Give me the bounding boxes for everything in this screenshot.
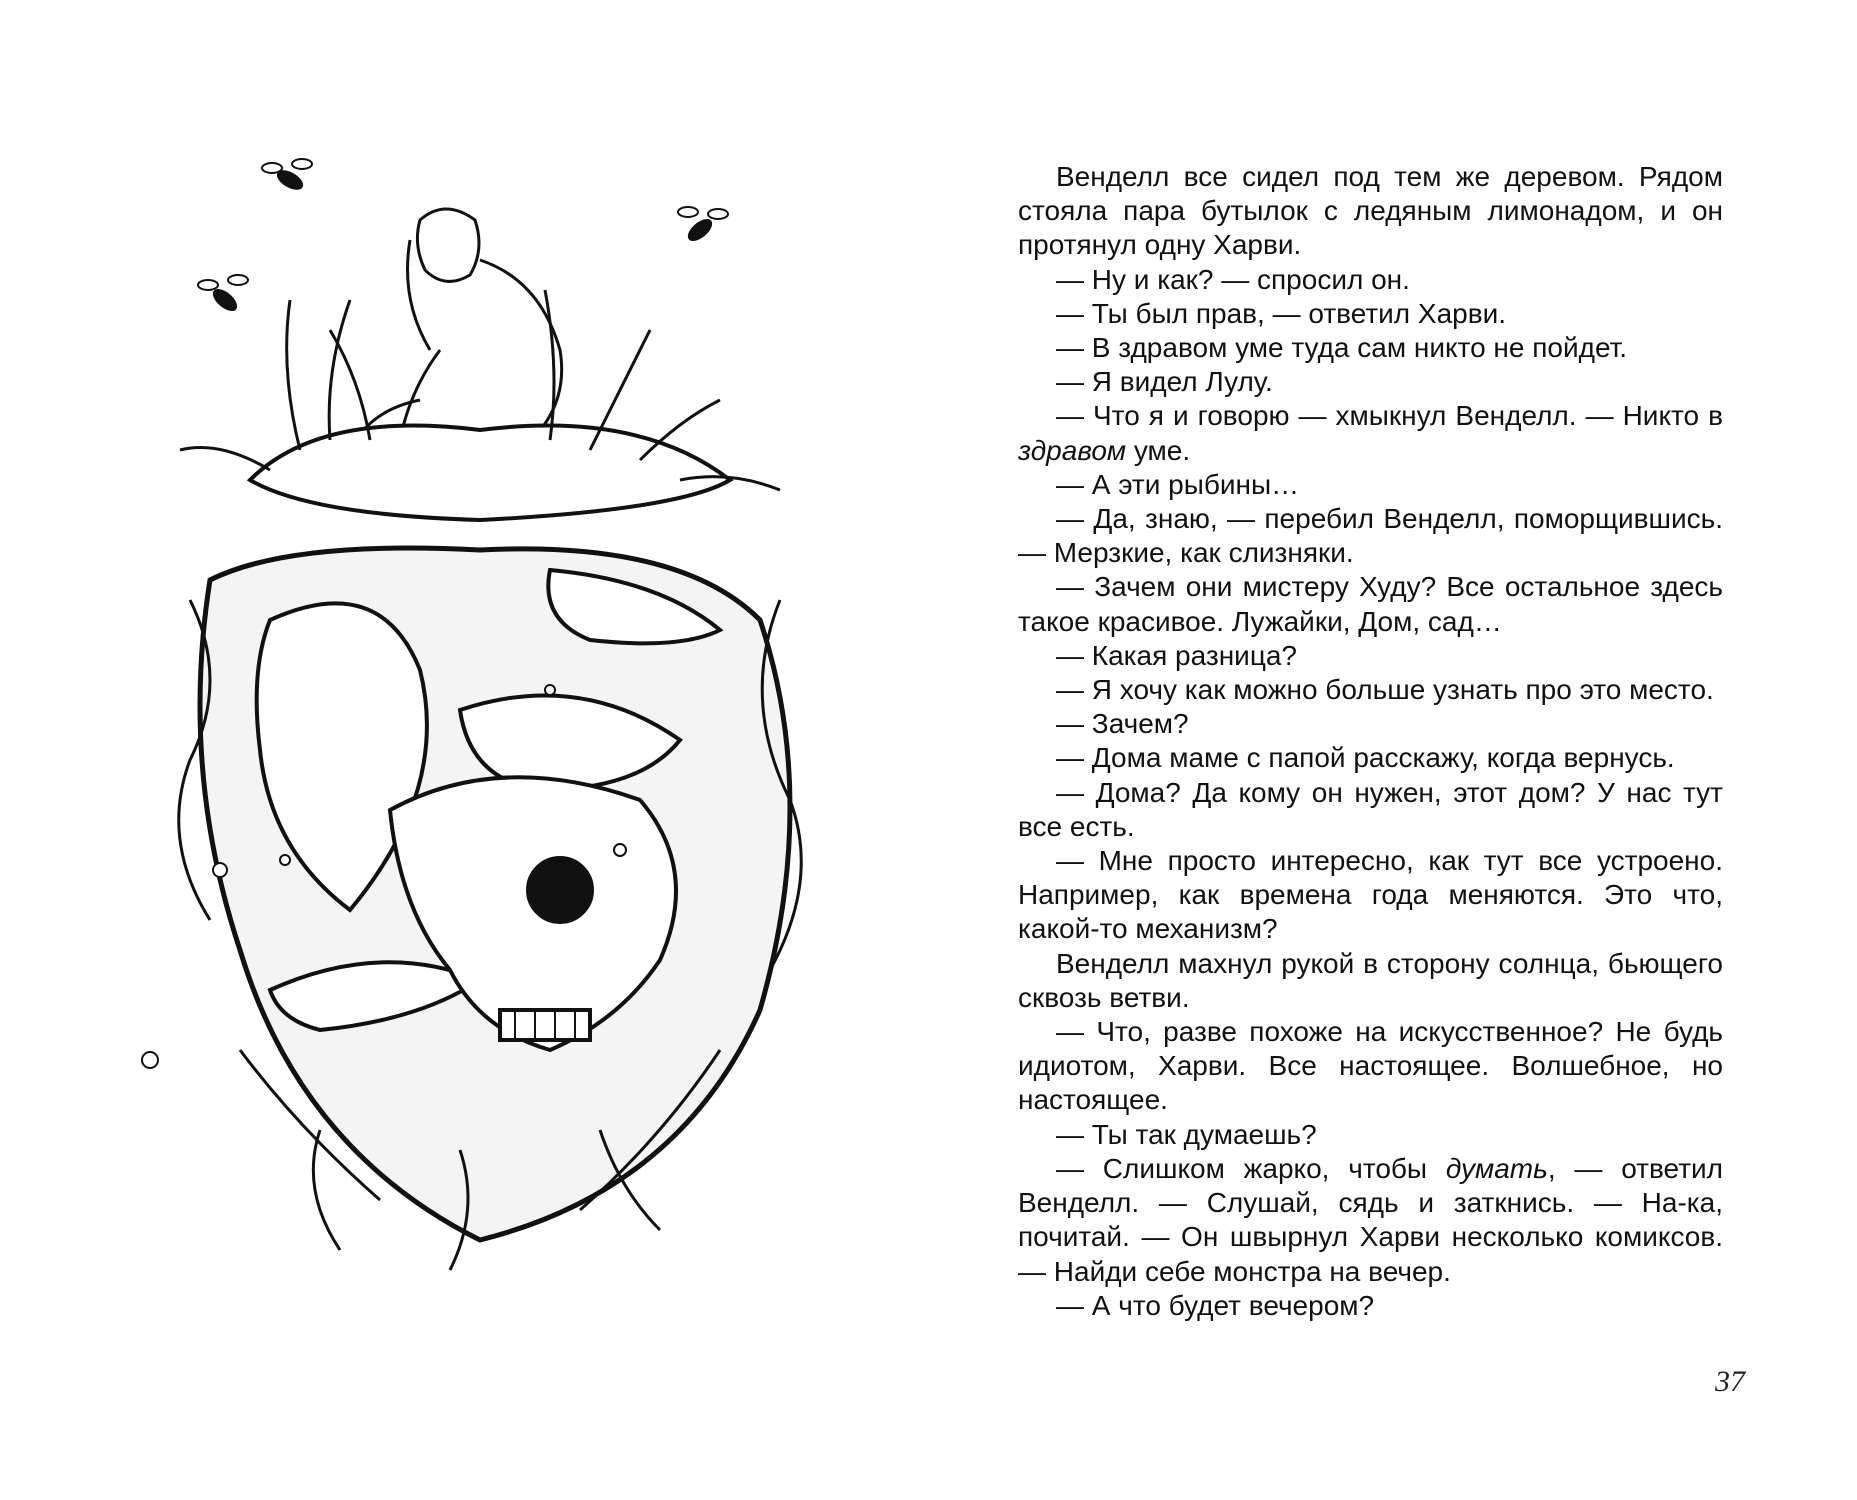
paragraph: — Дома маме с папой расскажу, когда вернусь. bbox=[1056, 742, 1675, 774]
left-page bbox=[0, 0, 928, 1500]
paragraph: — Зачем они мистеру Худу? Все остальное здесь такое красивое. Лужайки, Дом, сад… bbox=[1018, 571, 1723, 637]
text-run: , — ответил Венделл. — Слушай, сядь и заткнись. — На-ка, почитай. — Он швырнул Харви несколько комиксов. — Найди себе монстра на вечер. bbox=[1018, 1152, 1723, 1287]
girl-figure bbox=[350, 209, 562, 460]
wasp-icon bbox=[198, 275, 248, 314]
paragraph: Венделл махнул рукой в сторону солнца, бьющего сквозь ветви. bbox=[1018, 947, 1723, 1013]
emphasis: думать bbox=[1445, 1152, 1548, 1184]
wasp-icon bbox=[678, 207, 728, 244]
paragraph bbox=[1018, 399, 1723, 467]
ink-illustration-icon bbox=[120, 150, 840, 1330]
paragraph: — Ну и как? — спросил он. bbox=[1056, 263, 1410, 295]
paragraph: — Мне просто интересно, как тут все устроено. Например, как времена года меняются. Это что, какой-то механизм? bbox=[1018, 845, 1723, 945]
paragraph: — А эти рыбины… bbox=[1056, 468, 1300, 500]
rock-mound bbox=[250, 426, 730, 520]
paragraph: — А что будет вечером? bbox=[1056, 1289, 1375, 1321]
text-run: — Слишком жарко, чтобы bbox=[1056, 1152, 1446, 1184]
right-page bbox=[928, 0, 1857, 1500]
emphasis: здравом bbox=[1018, 434, 1127, 466]
text-run: — Что я и говорю — хмыкнул Венделл. — Никто в bbox=[1056, 400, 1723, 432]
text-run: уме. bbox=[1126, 434, 1191, 466]
paragraph: — Дома? Да кому он нужен, этот дом? У нас тут все есть. bbox=[1018, 776, 1723, 842]
paragraph: Венделл все сидел под тем же деревом. Рядом стояла пара бутылок с ледяным лимонадом, и он протянул одну Харви. bbox=[1018, 161, 1723, 261]
body-text bbox=[1018, 160, 1723, 1323]
paragraph: — В здравом уме туда сам никто не пойдет. bbox=[1056, 332, 1628, 364]
paragraph: — Да, знаю, — перебил Венделл, поморщившись. — Мерзкие, как слизняки. bbox=[1018, 503, 1723, 569]
page-number: 37 bbox=[1715, 1365, 1745, 1398]
paragraph bbox=[1018, 1152, 1723, 1289]
paragraph: — Ты был прав, — ответил Харви. bbox=[1056, 297, 1507, 329]
paragraph: — Я хочу как можно больше узнать про это место. bbox=[1056, 674, 1714, 706]
paragraph: — Какая разница? bbox=[1056, 639, 1297, 671]
paragraph: — Ты так думаешь? bbox=[1056, 1118, 1317, 1150]
paragraph: — Я видел Лулу. bbox=[1056, 366, 1273, 398]
wasp-icon bbox=[262, 159, 312, 193]
paragraph: — Зачем? bbox=[1056, 708, 1189, 740]
paragraph: — Что, разве похоже на искусственное? Не будь идиотом, Харви. Все настоящее. Волшебное, но настоящее. bbox=[1018, 1016, 1723, 1116]
